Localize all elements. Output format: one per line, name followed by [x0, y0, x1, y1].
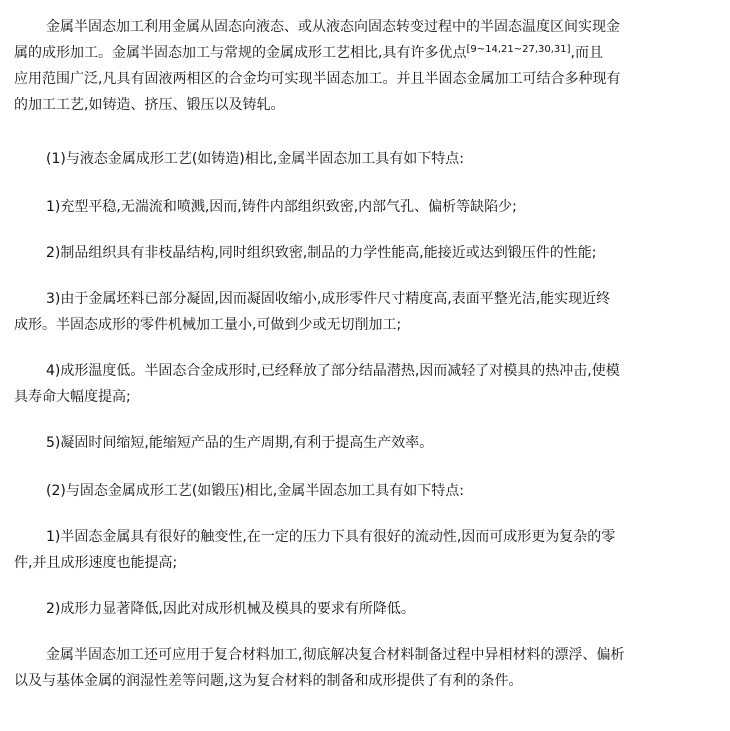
paragraph-line: 2)成形力显著降低,因此对成形机械及模具的要求有所降低。	[46, 601, 415, 617]
paragraph-line: 件,并且成形速度也能提高;	[14, 555, 178, 571]
paragraph-line: 5)凝固时间缩短,能缩短产品的生产周期,有利于提高生产效率。	[46, 435, 434, 451]
paragraph-solid-point-1	[14, 524, 714, 576]
paragraph-line: 1)充型平稳,无湍流和喷溅,因而,铸件内部组织致密,内部气孔、偏析等缺陷少;	[46, 199, 517, 215]
paragraph-line: 金属半固态加工利用金属从固态向液态、或从液态向固态转变过程中的半固态温度区间实现金	[46, 19, 620, 35]
citation-reference: [9~14,21~27,30,31]	[466, 44, 571, 55]
paragraph-line: 3)由于金属坯料已部分凝固,因而凝固收缩小,成形零件尺寸精度高,表面平整光洁,能实现近终	[46, 291, 611, 307]
paragraph-line: 2)制品组织具有非枝晶结构,同时组织致密,制品的力学性能高,能接近或达到锻压件的性能;	[46, 245, 597, 261]
paragraph-composite	[14, 642, 714, 694]
paragraph-line-tail: ,而且	[570, 45, 603, 61]
paragraph-liquid-comparison	[14, 146, 714, 172]
paragraph-line: 以及与基体金属的润湿性差等问题,这为复合材料的制备和成形提供了有利的条件。	[14, 673, 523, 689]
paragraph-line: 金属半固态加工还可应用于复合材料加工,彻底解决复合材料制备过程中异相材料的漂浮、偏析	[46, 647, 625, 663]
paragraph-intro	[14, 14, 714, 118]
paragraph-line: 1)半固态金属具有很好的触变性,在一定的压力下具有很好的流动性,因而可成形更为复杂的零	[46, 529, 616, 545]
paragraph-solid-comparison	[14, 478, 714, 504]
paragraph-line-text: 属的成形加工。金属半固态加工与常规的金属成形工艺相比,具有许多优点	[14, 45, 467, 61]
paragraph-line: 应用范围广泛,凡具有固液两相区的合金均可实现半固态加工。并且半固态金属加工可结合多种现有	[14, 71, 621, 87]
paragraph-point-1	[14, 194, 714, 220]
paragraph-line: (1)与液态金属成形工艺(如铸造)相比,金属半固态加工具有如下特点:	[46, 151, 464, 167]
paragraph-point-4	[14, 358, 714, 410]
paragraph-line: 4)成形温度低。半固态合金成形时,已经释放了部分结晶潜热,因而减轻了对模具的热冲击,使模	[46, 363, 620, 379]
paragraph-line: (2)与固态金属成形工艺(如锻压)相比,金属半固态加工具有如下特点:	[46, 483, 464, 499]
paragraph-solid-point-2	[14, 596, 714, 622]
paragraph-point-5	[14, 430, 714, 456]
paragraph-line	[14, 40, 714, 66]
paragraph-point-3	[14, 286, 714, 338]
paragraph-line: 具寿命大幅度提高;	[14, 389, 131, 405]
paragraph-line: 的加工工艺,如铸造、挤压、锻压以及铸轧。	[14, 97, 285, 113]
paragraph-line: 成形。半固态成形的零件机械加工量小,可做到少或无切削加工;	[14, 317, 402, 333]
paragraph-point-2	[14, 240, 714, 266]
